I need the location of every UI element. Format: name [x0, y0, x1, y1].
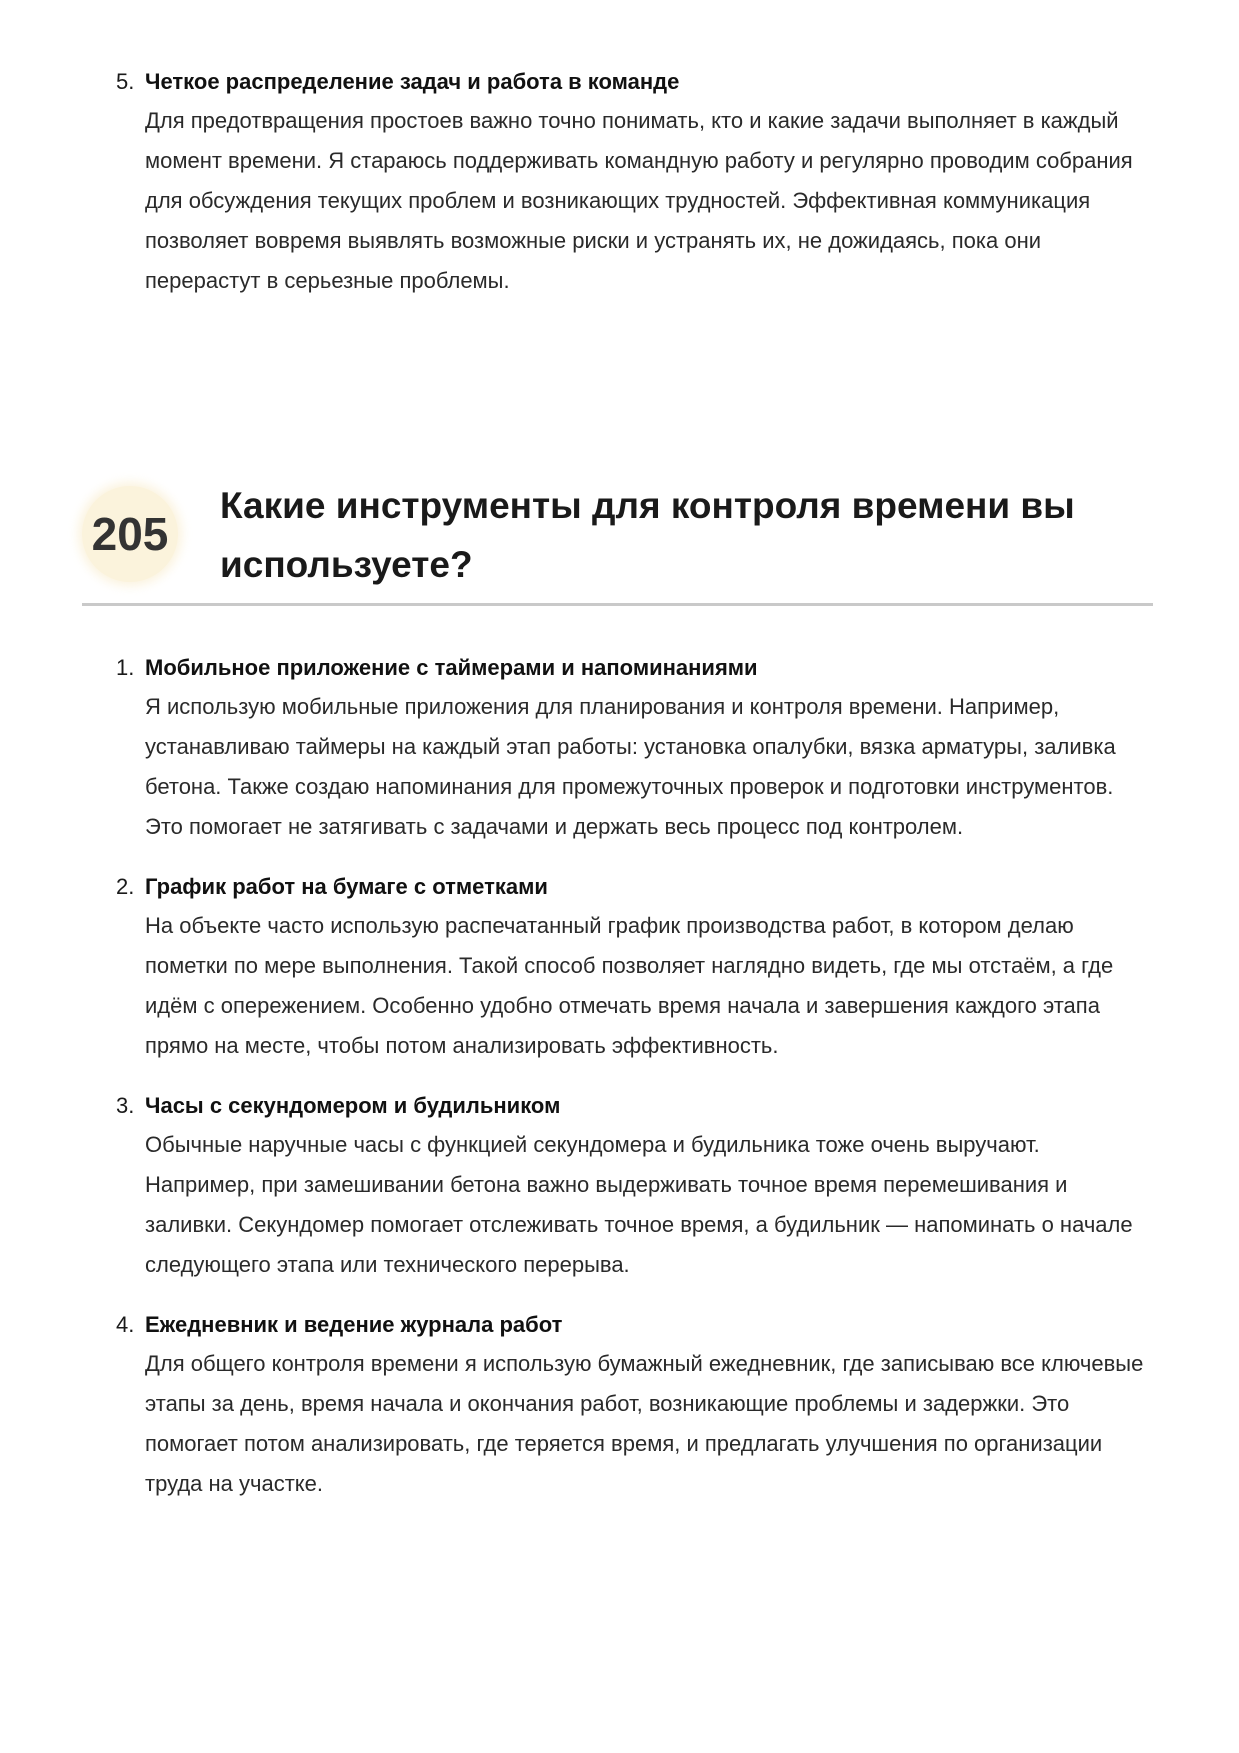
list-item	[116, 1086, 1155, 1285]
item-text: Для общего контроля времени я использую бумажный ежедневник, где записываю все ключевые этапы за день, время начала и окончания работ, возникающие проблемы и задержки. Это помогает потом анализировать, где теряется время, и предлагать улучшения по организации труда на участке.	[145, 1351, 1144, 1496]
item-text: Я использую мобильные приложения для планирования и контроля времени. Например, устанавливаю таймеры на каждый этап работы: установка опалубки, вязка арматуры, заливка бетона. Также создаю напоминания для промежуточных проверок и подготовки инструментов. Это помогает не затягивать с задачами и держать весь процесс под контролем.	[145, 694, 1116, 839]
item-number: 4.	[116, 1312, 135, 1337]
list-item	[116, 867, 1155, 1066]
answer-list	[116, 648, 1155, 1524]
list-item	[116, 1305, 1155, 1504]
item-text: На объекте часто использую распечатанный график производства работ, в котором делаю пометки по мере выполнения. Такой способ позволяет наглядно видеть, где мы отстаём, а где идём с опережением. Особенно удобно отмечать время начала и завершения каждого этапа прямо на месте, чтобы потом анализировать эффективность.	[145, 913, 1114, 1058]
question-title: Какие инструменты для контроля времени вы используете?	[220, 485, 1075, 585]
item-title: Четкое распределение задач и работа в команде	[145, 69, 680, 94]
item-text: Для предотвращения простоев важно точно понимать, кто и какие задачи выполняет в каждый момент времени. Я стараюсь поддерживать командную работу и регулярно проводим собрания для обсуждения текущих проблем и возникающих трудностей. Эффективная коммуникация позволяет вовремя выявлять возможные риски и устранять их, не дожидаясь, пока они перерастут в серьезные проблемы.	[145, 108, 1133, 293]
previous-answer-list	[116, 62, 1155, 321]
item-title: Часы с секундомером и будильником	[145, 1093, 561, 1118]
divider	[82, 603, 1153, 606]
item-title: Ежедневник и ведение журнала работ	[145, 1312, 563, 1337]
item-number: 5.	[116, 69, 135, 94]
question-header	[82, 476, 1158, 606]
list-item	[116, 62, 1155, 301]
item-number: 1.	[116, 655, 135, 680]
item-number: 2.	[116, 874, 135, 899]
list-item	[116, 648, 1155, 847]
item-title: График работ на бумаге с отметками	[145, 874, 548, 899]
question-number: 205	[91, 508, 169, 560]
item-text: Обычные наручные часы с функцией секундомера и будильника тоже очень выручают. Например, при замешивании бетона важно выдерживать точное время перемешивания и заливки. Секундомер помогает отслеживать точное время, а будильник — напоминать о начале следующего этапа или технического перерыва.	[145, 1132, 1133, 1277]
item-number: 3.	[116, 1093, 135, 1118]
item-title: Мобильное приложение с таймерами и напоминаниями	[145, 655, 758, 680]
